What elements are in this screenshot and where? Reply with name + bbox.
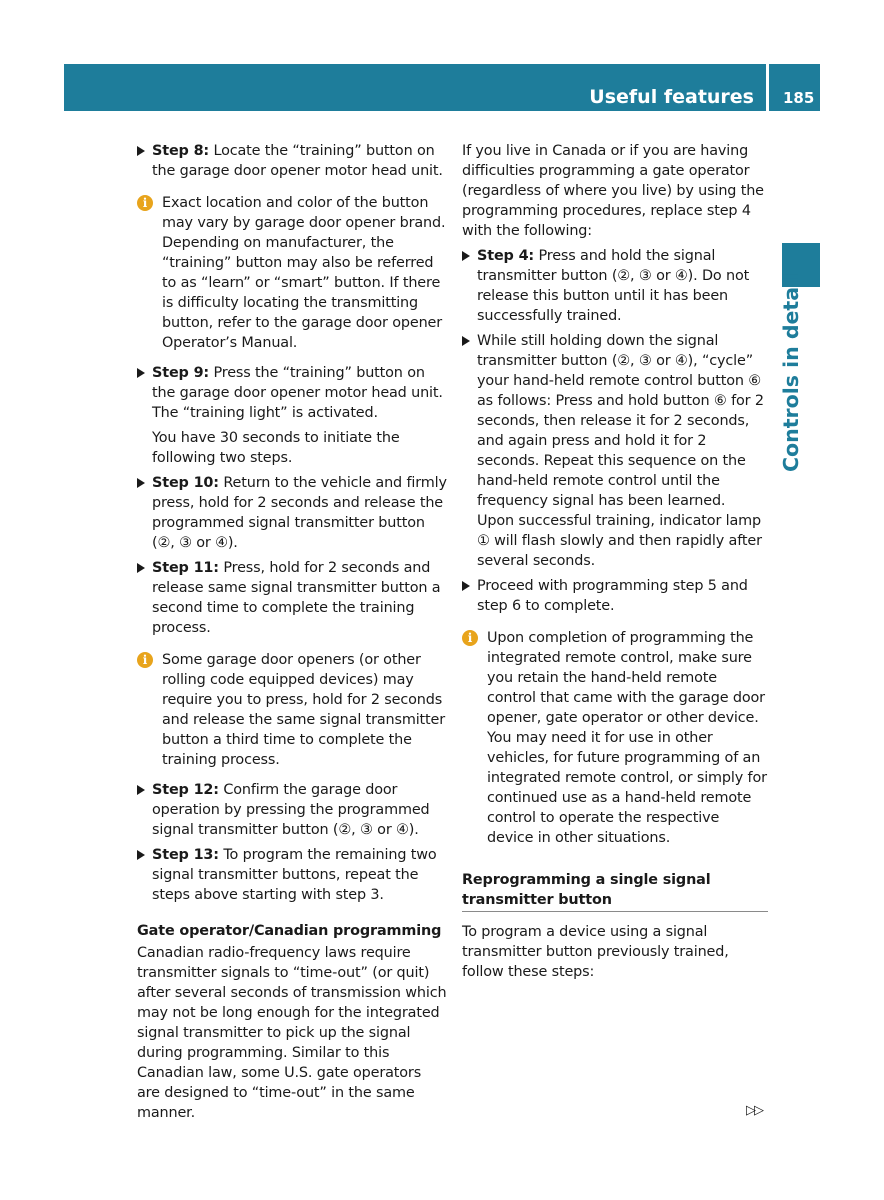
page-number-box — [769, 64, 820, 111]
continue-marker-icon: ▷▷ — [746, 1103, 762, 1118]
step-label: Step 12: — [152, 782, 219, 798]
arrow-bullet-icon — [137, 563, 145, 573]
info-icon: i — [137, 652, 153, 668]
step-text: While still holding down the signal transmitter button (②, ③ or ④), “cycle” your hand-held remote control button ⑥ as follows: Press and hold button ⑥ for 2 seconds, then release it for 2 seconds, and again press and hold it for 2 seconds. Repeat this sequence on the hand-held remote control until the frequency signal has been learned. — [477, 333, 764, 509]
arrow-bullet-icon — [462, 581, 470, 591]
step-label: Step 13: — [152, 847, 219, 863]
step-text: Press, hold for 2 seconds and release same signal transmitter button a second time to complete the training process. — [152, 560, 441, 636]
info-icon: i — [462, 630, 478, 646]
arrow-bullet-icon — [137, 146, 145, 156]
info-note — [137, 650, 447, 770]
info-text: Upon completion of programming the integrated remote control, make sure you retain the hand-held remote control that came with the garage door opener, gate operator or other device. You may need it for use in other vehicles, for future programming of an integrated remote control, or simply for continued use as a hand-held remote control to operate the respective device in other situations. — [487, 630, 767, 846]
info-text: Exact location and color of the button may vary by garage door opener brand. Depending on manufacturer, the “training” button may also be referred to as “learn” or “smart” button. If there is difficulty locating the transmitting button, refer to the garage door opener Operator’s Manual. — [162, 195, 446, 351]
info-icon: i — [137, 195, 153, 211]
info-text: Some garage door openers (or other rolling code equipped devices) may require you to press, hold for 2 seconds and release the same signal transmitter button a third time to complete the training process. — [162, 652, 446, 768]
page-number: 185 — [783, 89, 815, 107]
step-result: Upon successful training, indicator lamp ① will flash slowly and then rapidly after several seconds. — [477, 513, 762, 569]
header-bar — [64, 64, 766, 111]
step-label: Step 4: — [477, 248, 535, 264]
step-label: Step 10: — [152, 475, 219, 491]
step-note: You have 30 seconds to initiate the following two steps. — [152, 430, 400, 466]
step-13 — [137, 845, 447, 905]
right-column — [462, 141, 768, 987]
side-tab-label: Controls in detail — [779, 272, 803, 472]
step-label: Step 8: — [152, 143, 210, 159]
step-text: Confirm the garage door operation by pressing the programmed signal transmitter button (②, ③ or ④). — [152, 782, 430, 838]
step-text: Locate the “training” button on the garage door opener motor head unit. — [152, 143, 443, 179]
body-paragraph: If you live in Canada or if you are having difficulties programming a gate operator (regardless of where you live) by using the programming procedures, replace step 4 with the following: — [462, 143, 764, 239]
arrow-bullet-icon — [137, 368, 145, 378]
info-note — [462, 628, 768, 848]
body-paragraph: To program a device using a signal transmitter button previously trained, follow these steps: — [462, 924, 729, 980]
step-11 — [137, 558, 447, 638]
step-8 — [137, 141, 447, 181]
arrow-bullet-icon — [462, 251, 470, 261]
section-heading: Reprogramming a single signal transmitter button — [462, 870, 768, 912]
step-text: Press and hold the signal transmitter button (②, ③ or ④). Do not release this button until it has been successfully trained. — [477, 248, 750, 324]
arrow-bullet-icon — [137, 850, 145, 860]
arrow-bullet-icon — [137, 478, 145, 488]
step-label: Step 11: — [152, 560, 219, 576]
section-title: Useful features — [589, 86, 754, 108]
step-9 — [137, 363, 447, 403]
info-note — [137, 193, 447, 353]
arrow-bullet-icon — [462, 336, 470, 346]
arrow-bullet-icon — [137, 785, 145, 795]
section-heading: Gate operator/Canadian programming — [137, 923, 442, 939]
step-12 — [137, 780, 447, 840]
left-column — [137, 141, 447, 1128]
step-text: Press the “training” button on the garage door opener motor head unit. — [152, 365, 443, 401]
step-result: The “training light” is activated. — [152, 405, 378, 421]
step-label: Step 9: — [152, 365, 210, 381]
step-text: Return to the vehicle and firmly press, hold for 2 seconds and release the programmed signal transmitter button (②, ③ or ④). — [152, 475, 447, 551]
step-4 — [462, 246, 768, 326]
step-proceed — [462, 576, 768, 616]
body-paragraph: Canadian radio-frequency laws require transmitter signals to “time-out” (or quit) after several seconds of transmission which may not be long enough for the integrated signal transmitter to pick up the signal during programming. Similar to this Canadian law, some U.S. gate operators are designed to “time-out” in the same manner. — [137, 945, 447, 1121]
step-hold — [462, 331, 768, 511]
step-text: Proceed with programming step 5 and step 6 to complete. — [477, 578, 748, 614]
step-10 — [137, 473, 447, 553]
step-text: To program the remaining two signal transmitter buttons, repeat the steps above starting with step 3. — [152, 847, 437, 903]
